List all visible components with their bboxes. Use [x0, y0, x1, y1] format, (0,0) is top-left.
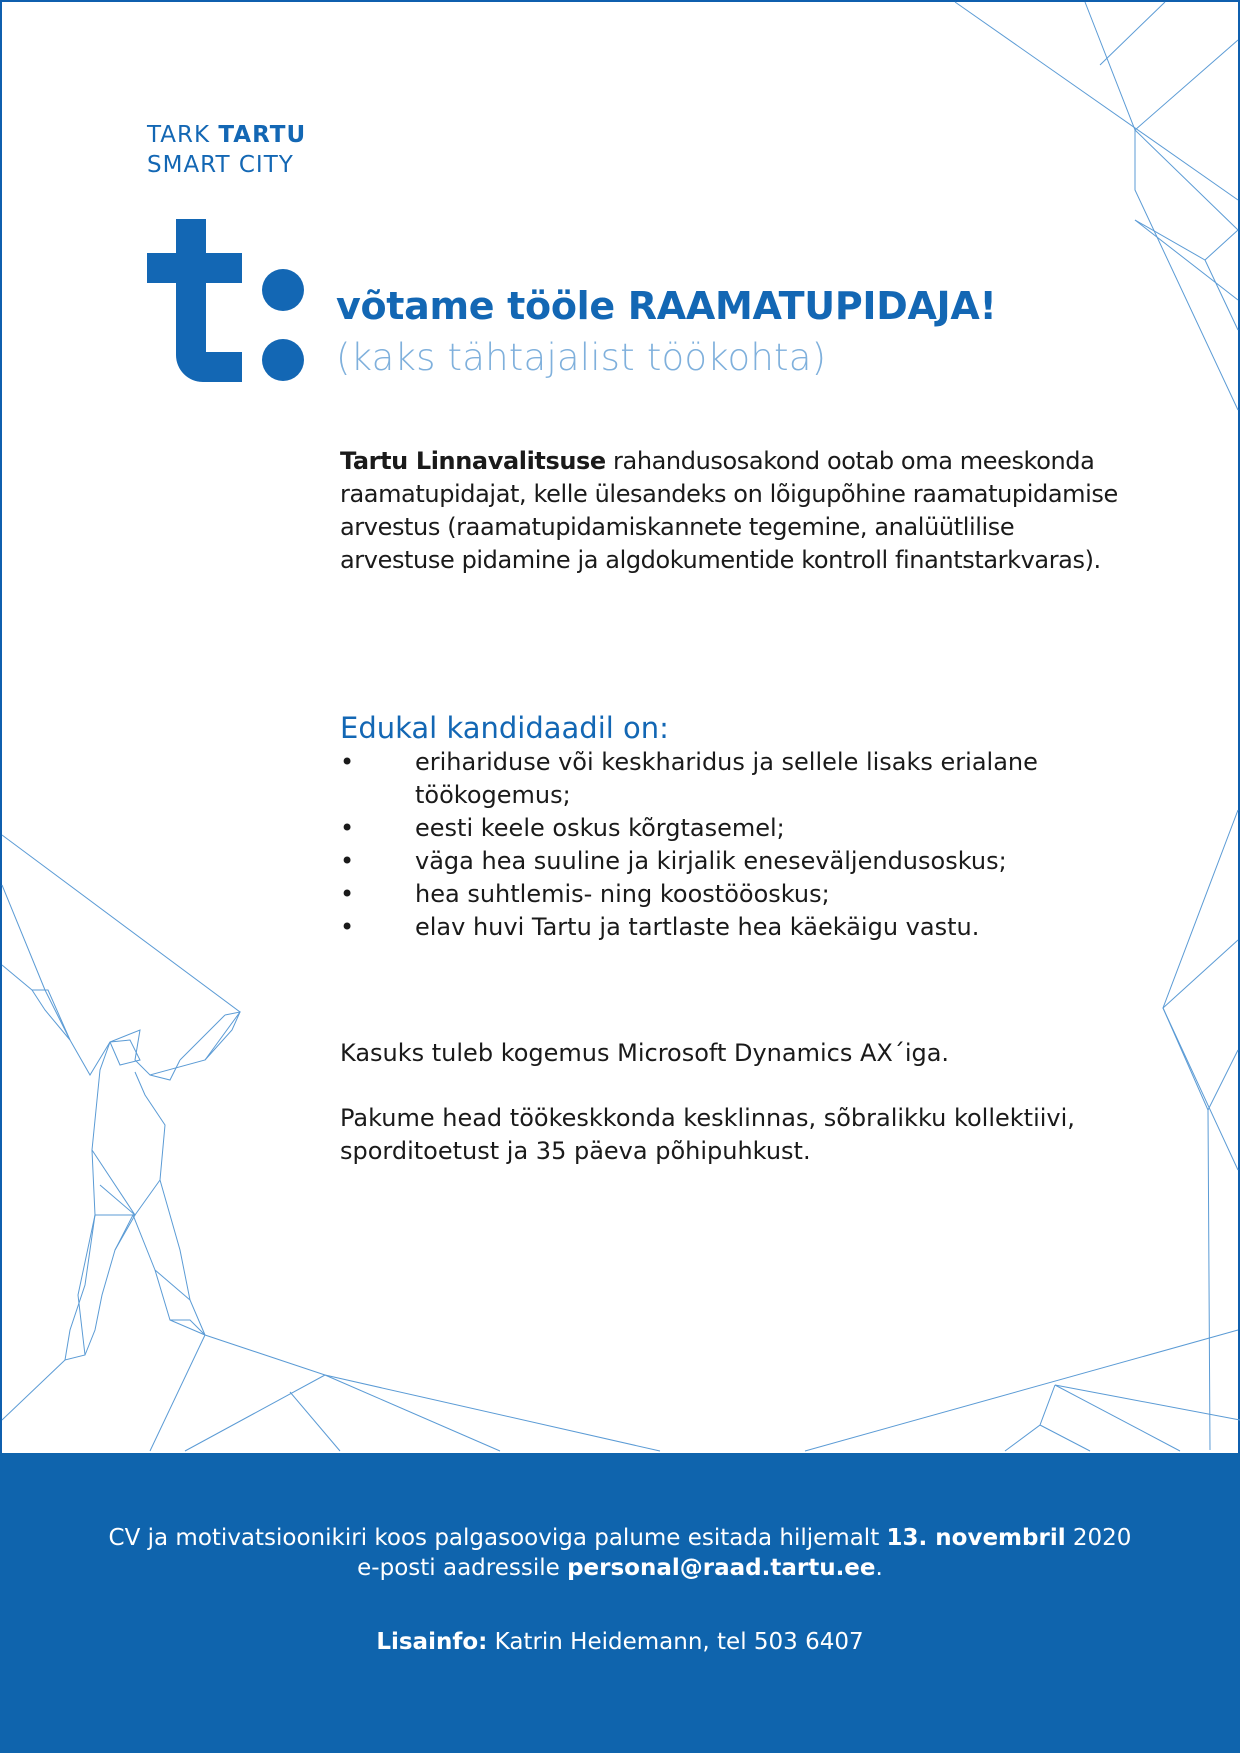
top-right-lines-icon: [955, 2, 1238, 410]
list-item: [340, 878, 1120, 911]
intro-text: rahandusosakond ootab oma meeskonda raamatupidajat, kelle ülesandeks on lõigupõhine raamatupidamise arvestus (raamatupidamiskannete tegemine, analüütlilise arvestuse pidamine ja algdokumentide kontroll finantstarkvaras).: [340, 447, 1118, 574]
page-title: võtame tööle RAAMATUPIDAJA!: [336, 284, 997, 328]
list-item: [340, 812, 1120, 845]
brand-tartu: TARTU: [218, 122, 307, 148]
offer-paragraph: Pakume head töökeskkonda kesklinnas, sõbralikku kollektiivi, sporditoetust ja 35 päeva põhipuhkust.: [340, 1104, 1075, 1165]
bullet: •: [340, 913, 355, 941]
list-item-text: erihariduse või keskharidus ja sellele lisaks erialane töökogemus;: [415, 748, 1038, 809]
bullet: •: [340, 814, 355, 842]
tartu-logo-icon: [147, 219, 307, 382]
info-text: Katrin Heidemann, tel 503 6407: [487, 1629, 864, 1655]
right-side-lines-icon: [1163, 810, 1238, 1450]
apply-year: 2020: [1065, 1525, 1132, 1551]
application-instructions: [0, 1523, 1240, 1583]
page-subtitle: (kaks tähtajalist töökohta): [336, 336, 827, 379]
apply-deadline: 13. novembril: [886, 1525, 1066, 1551]
list-item: [340, 845, 1120, 878]
list-item-text: eesti keele oskus kõrgtasemel;: [415, 814, 785, 842]
list-item: [340, 746, 1120, 812]
bullet: •: [340, 880, 355, 908]
requirements-heading: Edukal kandidaadil on:: [340, 711, 669, 745]
email-suffix: .: [875, 1555, 883, 1581]
apply-text: CV ja motivatsioonikiri koos palgasooviga palume esitada hiljemalt: [108, 1525, 887, 1551]
intro-org: Tartu Linnavalitsuse: [340, 447, 606, 475]
list-item-text: elav huvi Tartu ja tartlaste hea käekäigu vastu.: [415, 913, 980, 941]
requirements-list: [340, 746, 1120, 944]
info-label: Lisainfo:: [376, 1629, 488, 1655]
list-item: [340, 911, 1120, 944]
bullet: •: [340, 847, 355, 875]
bottom-right-lines-icon: [805, 1330, 1240, 1451]
brand-smart-city: SMART CITY: [147, 152, 294, 178]
bonus-note: Kasuks tuleb kogemus Microsoft Dynamics AX´iga.: [340, 1039, 950, 1067]
brand-tark: TARK: [147, 122, 211, 148]
footer-banner: [0, 1453, 1240, 1753]
contact-info: [0, 1627, 1240, 1657]
brand-wordmark: [147, 120, 306, 180]
intro-paragraph: [340, 445, 1120, 577]
list-item-text: väga hea suuline ja kirjalik eneseväljendusoskus;: [415, 847, 1007, 875]
list-item-text: hea suhtlemis- ning koostööoskus;: [415, 880, 830, 908]
email-link[interactable]: personal@raad.tartu.ee: [567, 1555, 876, 1581]
bullet: •: [340, 748, 355, 776]
email-prefix: e-posti aadressile: [357, 1555, 568, 1581]
